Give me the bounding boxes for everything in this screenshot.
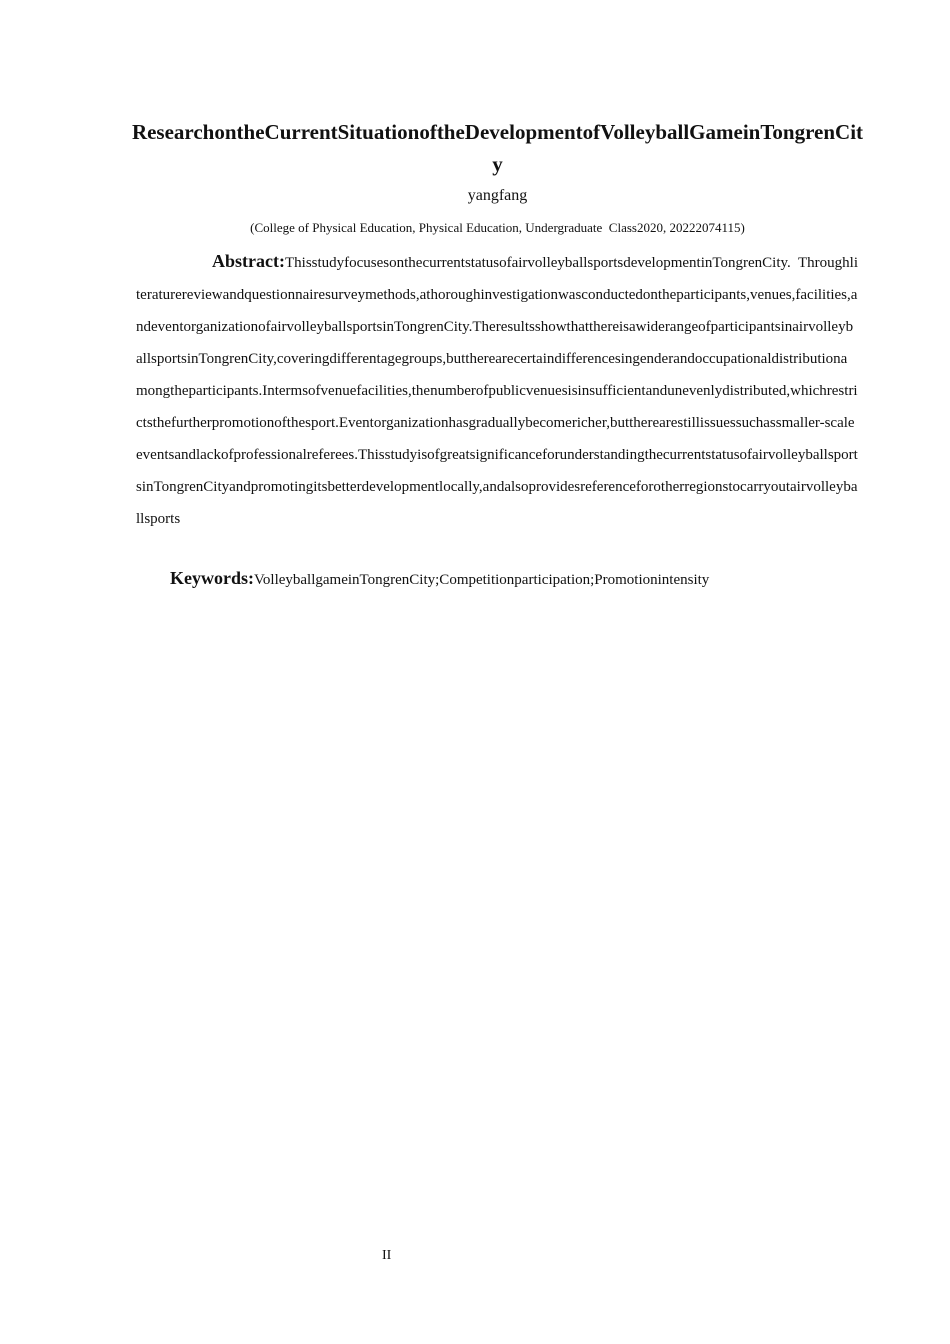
abstract-label: Abstract:	[212, 251, 285, 271]
keywords-section	[170, 566, 870, 592]
author-affiliation: (College of Physical Education, Physical Education, Undergraduate Class2020, 20222074115)	[250, 220, 745, 235]
paper-title: ResearchontheCurrentSituationoftheDevelopmentofVolleyballGameinTongrenCity	[131, 120, 864, 176]
keywords-label: Keywords:	[170, 568, 254, 588]
abstract-text: ThisstudyfocusesonthecurrentstatusofairvolleyballsportsdevelopmentinTongrenCity. Throughliteraturereviewandquestionnairesurveymethods,athoroughinvestigationwasconductedontheparticipants,venues,facilities,andeventorganizationofairvolleyballsportsinTongrenCity.TheresultsshowthatthereisawiderangeofparticipantsinairvolleyballsportsinTongrenCity,coveringdifferentagegroups,buttherearecertaindifferencesingenderandoccupationaldistributionamongtheparticipants.Intermsofvenuefacilities,thenumberofpublicvenuesisinsufficientandunevenlydistributed,whichrestrictsthefurtherpromotionofthesport.Eventorganizationhasgraduallybecomericher,buttherearestillissuessuchassmaller-scaleeventsandlackofprofessionalreferees.ThisstudyisofgreatsignificanceforunderstandingthecurrentstatusofairvolleyballsportsinTongrenCityandpromotingitsbetterdevelopmentlocally,andalsoprovidesreferenceforotherregionstocarryoutairvolleyballsports	[136, 255, 858, 527]
keywords-text: VolleyballgameinTongrenCity;Competitionparticipation;Promotionintensity	[254, 572, 710, 588]
page-number: II	[382, 1248, 392, 1263]
abstract-section	[136, 245, 858, 535]
author-name: yangfang	[467, 187, 528, 204]
